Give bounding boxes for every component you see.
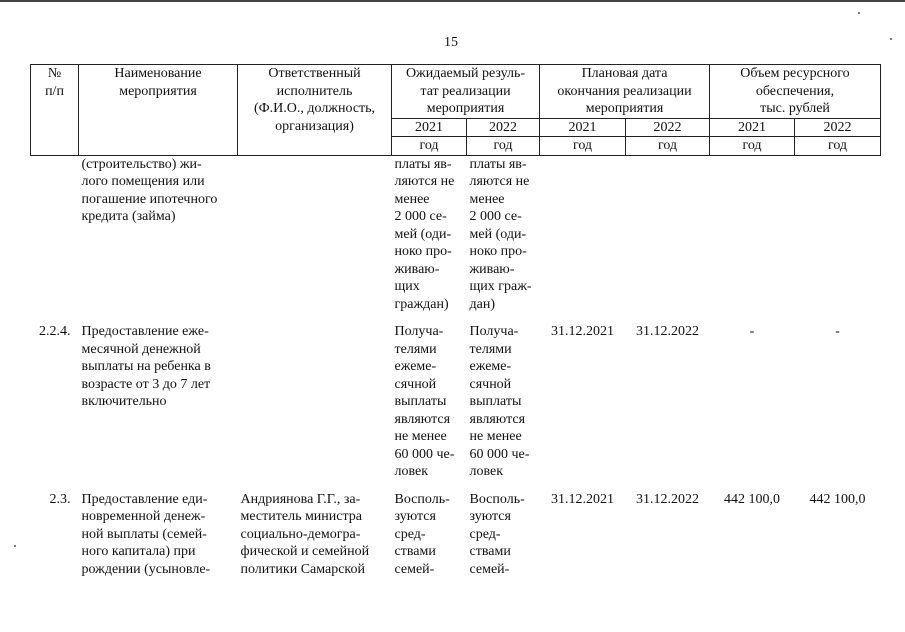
row-number (31, 155, 79, 313)
planned-date-2021: 31.12.2021 (551, 491, 614, 507)
header-year-unit: год (710, 136, 794, 155)
resources-2022: - (835, 324, 840, 339)
planned-date-2022: 31.12.2022 (636, 324, 699, 339)
header-year-cell (795, 118, 881, 155)
table-row (31, 155, 881, 313)
header-year: 2022 (489, 119, 517, 135)
scan-speck (890, 38, 892, 40)
measure-name: Предоставление еже- месячной денежной выплаты на ребенка в возрасте от 3 до 7 лет включительно (81, 324, 211, 409)
header-year: 2021 (568, 119, 597, 135)
header-year-cell (392, 118, 467, 155)
row-spacer (31, 313, 881, 323)
row-number: 2.3. (49, 491, 71, 507)
header-year: 2022 (823, 119, 852, 135)
measure-name: Предоставление еди- новременной денеж- ной выплаты (семей- ного капитала) при рождении (усыновле- (81, 491, 211, 577)
header-year: 2021 (415, 119, 443, 135)
resources-2021: 442 100,0 (724, 491, 780, 507)
expected-result-2021: Получа- телями ежеме- сячной выплаты являются не менее 60 000 че- ловек (394, 324, 455, 479)
header-num: № п/п (31, 65, 79, 156)
header-planned-date: Плановая дата окончания реализации мероприятия (540, 65, 710, 119)
header-expected-result: Ожидаемый резуль- тат реализации мероприятия (392, 65, 540, 119)
expected-result-2021: платы яв- ляются не менее 2 000 се- мей (оди- ноко про- живаю- щих граждан) (394, 156, 455, 312)
planned-date-2021: 31.12.2021 (551, 324, 614, 339)
top-edge-rule (0, 0, 905, 2)
header-year-unit: год (392, 136, 466, 155)
header-executor: Ответственный исполнитель (Ф.И.О., должность, организация) (238, 65, 392, 156)
resources-2021: - (749, 324, 755, 339)
planned-date-2021 (540, 155, 626, 313)
table-header (31, 65, 881, 156)
header-year-cell (540, 118, 626, 155)
header-year: 2021 (738, 119, 766, 135)
resources-2022 (795, 155, 881, 313)
table-row (31, 323, 881, 481)
expected-result-2022: платы яв- ляются не менее 2 000 се- мей (оди- ноко про- живаю- щих граж- дан) (469, 156, 532, 312)
planned-date-2022: 31.12.2022 (636, 491, 699, 507)
table-row (31, 491, 881, 579)
expected-result-2022: Восполь- зуются сред- ствами семей- (469, 491, 525, 577)
header-year-unit: год (795, 136, 880, 155)
header-year-cell (626, 118, 710, 155)
header-year-unit: год (540, 136, 625, 155)
header-year-unit: год (626, 136, 709, 155)
scan-speck (858, 12, 860, 14)
responsible-executor: Андриянова Г.Г., за- меститель министра социально-демогра- фической и семейной политики Самарской (240, 491, 370, 577)
header-year-cell (710, 118, 795, 155)
page-number: 15 (444, 35, 458, 50)
planned-date-2022 (626, 155, 710, 313)
expected-result-2022: Получа- телями ежеме- сячной выплаты являются не менее 60 000 че- ловек (469, 324, 530, 479)
resources-2022: 442 100,0 (809, 491, 866, 507)
header-year-unit: год (467, 136, 539, 155)
header-name: Наименование мероприятия (79, 65, 238, 156)
resources-2021 (710, 155, 795, 313)
row-spacer (31, 481, 881, 491)
measures-table (30, 64, 881, 578)
scan-speck (14, 545, 16, 547)
responsible-executor (238, 155, 392, 313)
header-year: 2022 (653, 119, 682, 135)
row-number: 2.2.4. (39, 324, 71, 339)
expected-result-2021: Восполь- зуются сред- ствами семей- (394, 491, 450, 577)
header-resources: Объем ресурсного обеспечения, тыс. рублей (710, 65, 881, 119)
header-year-cell (467, 118, 540, 155)
measure-name: (строительство) жи- лого помещения или погашение ипотечного кредита (займа) (81, 156, 218, 224)
responsible-executor (238, 323, 392, 481)
